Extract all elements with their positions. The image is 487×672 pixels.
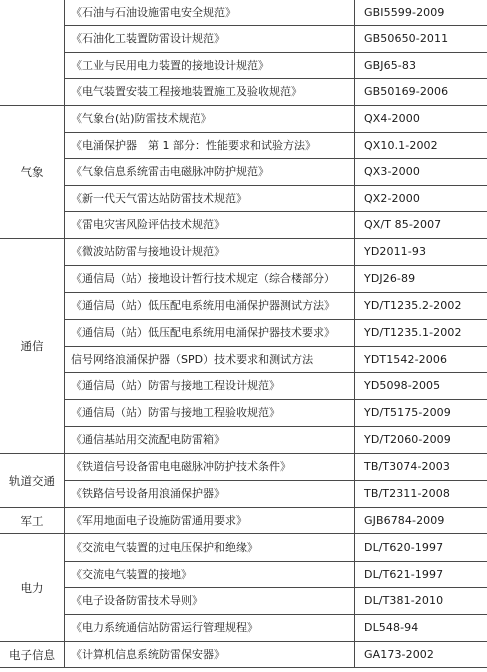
table-row bbox=[0, 159, 487, 186]
category-cell: 电力 bbox=[0, 534, 65, 642]
standard-name-cell: 《通信局（站）防雷与接地工程设计规范》 bbox=[65, 373, 355, 400]
standard-name-cell: 《军用地面电子设施防雷通用要求》 bbox=[65, 508, 355, 534]
standard-code-cell: QX2-2000 bbox=[355, 186, 487, 212]
standard-code-cell: QX4-2000 bbox=[355, 106, 487, 133]
standard-name-cell: 《雷电灾害风险评估技术规范》 bbox=[65, 212, 355, 239]
table-row bbox=[0, 642, 487, 668]
table-row bbox=[0, 562, 487, 588]
table-row bbox=[0, 53, 487, 79]
standard-name-cell: 《石油与石油设施雷电安全规范》 bbox=[65, 0, 355, 26]
standard-code-cell: YD5098-2005 bbox=[355, 373, 487, 400]
standard-code-cell: YD/T5175-2009 bbox=[355, 400, 487, 427]
table-row bbox=[0, 320, 487, 347]
standard-name-cell: 《通信局（站）低压配电系统用电涌保护器测试方法》 bbox=[65, 293, 355, 320]
table-row bbox=[0, 454, 487, 481]
standard-name-cell: 《通信局（站）防雷与接地工程验收规范》 bbox=[65, 400, 355, 427]
standard-code-cell: TB/T3074-2003 bbox=[355, 454, 487, 481]
table-row bbox=[0, 373, 487, 400]
table-row bbox=[0, 239, 487, 266]
standard-name-cell: 《铁路信号设备用浪涌保护器》 bbox=[65, 481, 355, 508]
category-cell: 轨道交通 bbox=[0, 454, 65, 508]
standard-name-cell: 《电气装置安装工程接地装置施工及验收规范》 bbox=[65, 79, 355, 106]
standard-code-cell: DL/T620-1997 bbox=[355, 534, 487, 562]
standard-name-cell: 《电涌保护器 第 1 部分：性能要求和试验方法》 bbox=[65, 133, 355, 159]
table-row bbox=[0, 534, 487, 562]
standard-name-cell: 《交流电气装置的过电压保护和绝缘》 bbox=[65, 534, 355, 562]
standard-code-cell: YD/T2060-2009 bbox=[355, 427, 487, 454]
table-row bbox=[0, 186, 487, 212]
standard-code-cell: YDT1542-2006 bbox=[355, 347, 487, 373]
standard-code-cell: TB/T2311-2008 bbox=[355, 481, 487, 508]
standard-code-cell: QX3-2000 bbox=[355, 159, 487, 186]
standard-code-cell: GJB6784-2009 bbox=[355, 508, 487, 534]
standard-name-cell: 《石油化工装置防雷设计规范》 bbox=[65, 26, 355, 53]
category-cell: 通信 bbox=[0, 239, 65, 454]
category-cell: 电子信息 bbox=[0, 642, 65, 668]
table-row bbox=[0, 588, 487, 615]
table-row bbox=[0, 481, 487, 508]
standard-name-cell: 《通信局（站）接地设计暂行技术规定（综合楼部分） bbox=[65, 266, 355, 293]
table-row bbox=[0, 400, 487, 427]
table-row bbox=[0, 347, 487, 373]
standard-name-cell: 《铁道信号设备雷电电磁脉冲防护技术条件》 bbox=[65, 454, 355, 481]
table-row bbox=[0, 615, 487, 642]
table-row bbox=[0, 508, 487, 534]
standard-name-cell: 《交流电气装置的接地》 bbox=[65, 562, 355, 588]
standard-name-cell: 《新一代天气雷达站防雷技术规范》 bbox=[65, 186, 355, 212]
table-row bbox=[0, 266, 487, 293]
standard-code-cell: GA173-2002 bbox=[355, 642, 487, 668]
standard-name-cell: 《通信基站用交流配电防雷箱》 bbox=[65, 427, 355, 454]
standard-code-cell: QX/T 85-2007 bbox=[355, 212, 487, 239]
standard-code-cell: YDJ26-89 bbox=[355, 266, 487, 293]
standard-code-cell: YD/T1235.1-2002 bbox=[355, 320, 487, 347]
table-row bbox=[0, 133, 487, 159]
standard-code-cell: QX10.1-2002 bbox=[355, 133, 487, 159]
standard-name-cell: 《工业与民用电力装置的接地设计规范》 bbox=[65, 53, 355, 79]
standard-code-cell: DL548-94 bbox=[355, 615, 487, 642]
table-row bbox=[0, 293, 487, 320]
category-cell: 气象 bbox=[0, 106, 65, 239]
standard-name-cell: 《微波站防雷与接地设计规范》 bbox=[65, 239, 355, 266]
table-row bbox=[0, 427, 487, 454]
table-row bbox=[0, 26, 487, 53]
standard-code-cell: DL/T381-2010 bbox=[355, 588, 487, 615]
standard-name-cell: 《计算机信息系统防雷保安器》 bbox=[65, 642, 355, 668]
standard-code-cell: YD2011-93 bbox=[355, 239, 487, 266]
standard-code-cell: GB50650-2011 bbox=[355, 26, 487, 53]
standard-name-cell: 《通信局（站）低压配电系统用电涌保护器技术要求》 bbox=[65, 320, 355, 347]
standard-name-cell: 《气象信息系统雷击电磁脉冲防护规范》 bbox=[65, 159, 355, 186]
standard-code-cell: GBI5599-2009 bbox=[355, 0, 487, 26]
standard-code-cell: YD/T1235.2-2002 bbox=[355, 293, 487, 320]
standard-code-cell: GB50169-2006 bbox=[355, 79, 487, 106]
table-row bbox=[0, 106, 487, 133]
standard-name-cell: 《电力系统通信站防雷运行管理规程》 bbox=[65, 615, 355, 642]
category-cell bbox=[0, 0, 65, 106]
table-row bbox=[0, 212, 487, 239]
table-row bbox=[0, 79, 487, 106]
standard-name-cell: 信号网络浪涌保护器（SPD）技术要求和测试方法 bbox=[65, 347, 355, 373]
standard-code-cell: GBJ65-83 bbox=[355, 53, 487, 79]
standard-name-cell: 《电子设备防雷技术导则》 bbox=[65, 588, 355, 615]
standard-code-cell: DL/T621-1997 bbox=[355, 562, 487, 588]
table-row bbox=[0, 0, 487, 26]
standard-name-cell: 《气象台(站)防雷技术规范》 bbox=[65, 106, 355, 133]
category-cell: 军工 bbox=[0, 508, 65, 534]
